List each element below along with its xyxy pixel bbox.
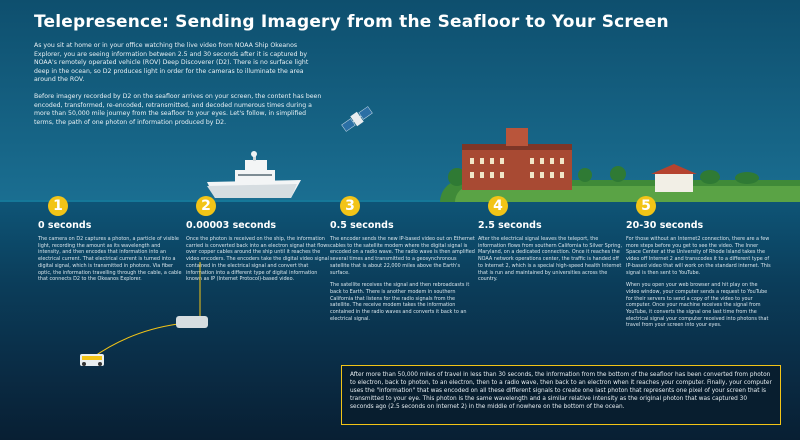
page-title: Telepresence: Sending Imagery from the Seafloor to Your Screen [34, 12, 669, 32]
step-description [626, 236, 771, 329]
step-time: 0.5 seconds [330, 220, 394, 231]
tree-icon [610, 166, 626, 182]
step-paragraph: For those without an Internet2 connection, there are a few more steps before you get to see the video. The Inner Space Center at the University of Rhode Island takes the video off Internet 2 and transcodes it to a different type of IP-based video that will work on the standard internet. This signal is then sent to YouTube. [626, 236, 771, 276]
camera-sled-icon [176, 316, 208, 328]
step-time: 0 seconds [38, 220, 92, 231]
step-time: 2.5 seconds [478, 220, 542, 231]
step-number-badge: 1 [48, 196, 68, 216]
step-description [330, 236, 475, 322]
summary-box: After more than 50,000 miles of travel in less than 30 seconds, the information from the bottom of the seafloor has been converted from photon to electron, back to photon, to an electron, then to a radio wave, then back to an electron when it reaches your computer. Finally, your computer uses the "information" that was encoded on all these different signals to create one last photon that represents one pixel of your screen that is transmitted to your eye. This photon is the same wavelength and a similar relative intensity as the original photon that was captured 30 seconds ago (2.5 seconds on Internet 2) in the middle of nowhere on the bottom of the ocean. [341, 365, 781, 425]
intro-paragraph-2: Before imagery recorded by D2 on the seafloor arrives on your screen, the content has been encoded, transformed, re-encoded, retransmitted, and decoded numerous times during a more than 50,000 mile journey from the seafloor to your eyes. Let's follow, in simplified terms, the path of one photon of information produced by D2. [34, 92, 322, 126]
step-description [478, 236, 623, 283]
satellite-icon [340, 102, 374, 136]
tree-icon [735, 172, 759, 184]
step-1 [38, 196, 183, 289]
step-time: 20-30 seconds [626, 220, 704, 231]
step-number-badge: 4 [488, 196, 508, 216]
step-paragraph: Once the photon is received on the ship, the information carried is converted back into an electron signal that flows over copper cables around the ship until it reaches the video encoders. The encoders take the digital video signal contained in the electrical signal and convert that information into a different type of digital information known as IP (Internet Protocol)-based video. [186, 236, 330, 283]
ship-icon [205, 150, 305, 200]
step-paragraph: The encoder sends the new IP-based video out on Ethernet cables to the satellite modem where the digital signal is encoded on a radio wave. The radio wave is then amplified several times and transmitted to a geosynchronous satellite that is about 22,000 miles above the Earth's surface. [330, 236, 475, 276]
tree-icon [700, 170, 720, 184]
teleport-building-icon [462, 150, 572, 190]
step-description [38, 236, 183, 283]
rov-icon [78, 350, 106, 370]
step-paragraph: The camera on D2 captures a photon, a particle of visible light, recording the amount as its wavelength and intensity, and then encodes that information into an electrical current. That electrical current is turned into a digital signal, which is transmitted in photons. Via fiber optic, the information travelling through the cable, a cable that connects D2 to the Okeanos Explorer. [38, 236, 182, 283]
step-paragraph: When you open your web browser and hit play on the video window, your computer sends a request to YouTube for their servers to send a copy of the video to your computer. Once your machine receives the signal from YouTube, it converts the signal one last time from the electrical signal your computer received into photons that travel from your screen into your eyes. [626, 282, 769, 329]
intro-text [34, 42, 324, 135]
step-paragraph: The satellite receives the signal and then rebroadcasts it back to Earth. There is another modem in southern California that listens for the radio signals from the satellite. The receive modem takes the information contained in the radio waves and converts it back to an electrical signal. [330, 282, 470, 322]
step-4 [478, 196, 623, 289]
step-number-badge: 2 [196, 196, 216, 216]
ship-cable [190, 262, 210, 318]
tree-icon [578, 168, 592, 182]
step-paragraph: After the electrical signal leaves the teleport, the information flows from southern California to Silver Spring, Maryland, on a dedicated connection. Once it reaches the NOAA network operations center, the traffic is handed off to Internet 2, which is a special high-speed health Internet that is run and maintained by universities across the country. [478, 236, 623, 283]
step-5 [626, 196, 771, 335]
step-time: 0.00003 seconds [186, 220, 277, 231]
house-icon [655, 174, 693, 192]
intro-paragraph-1: As you sit at home or in your office watching the live video from NOAA Ship Okeanos Explorer, you are seeing information between 2.5 and 30 seconds after it is captured by NOAA's remotely operated vehicle (ROV) Deep Discoverer (D2). There is no surface light deep in the ocean, so D2 produces light in order for the cameras to illuminate the area around the ROV. [34, 42, 309, 84]
step-number-badge: 5 [636, 196, 656, 216]
step-3 [330, 196, 475, 328]
step-number-badge: 3 [340, 196, 360, 216]
